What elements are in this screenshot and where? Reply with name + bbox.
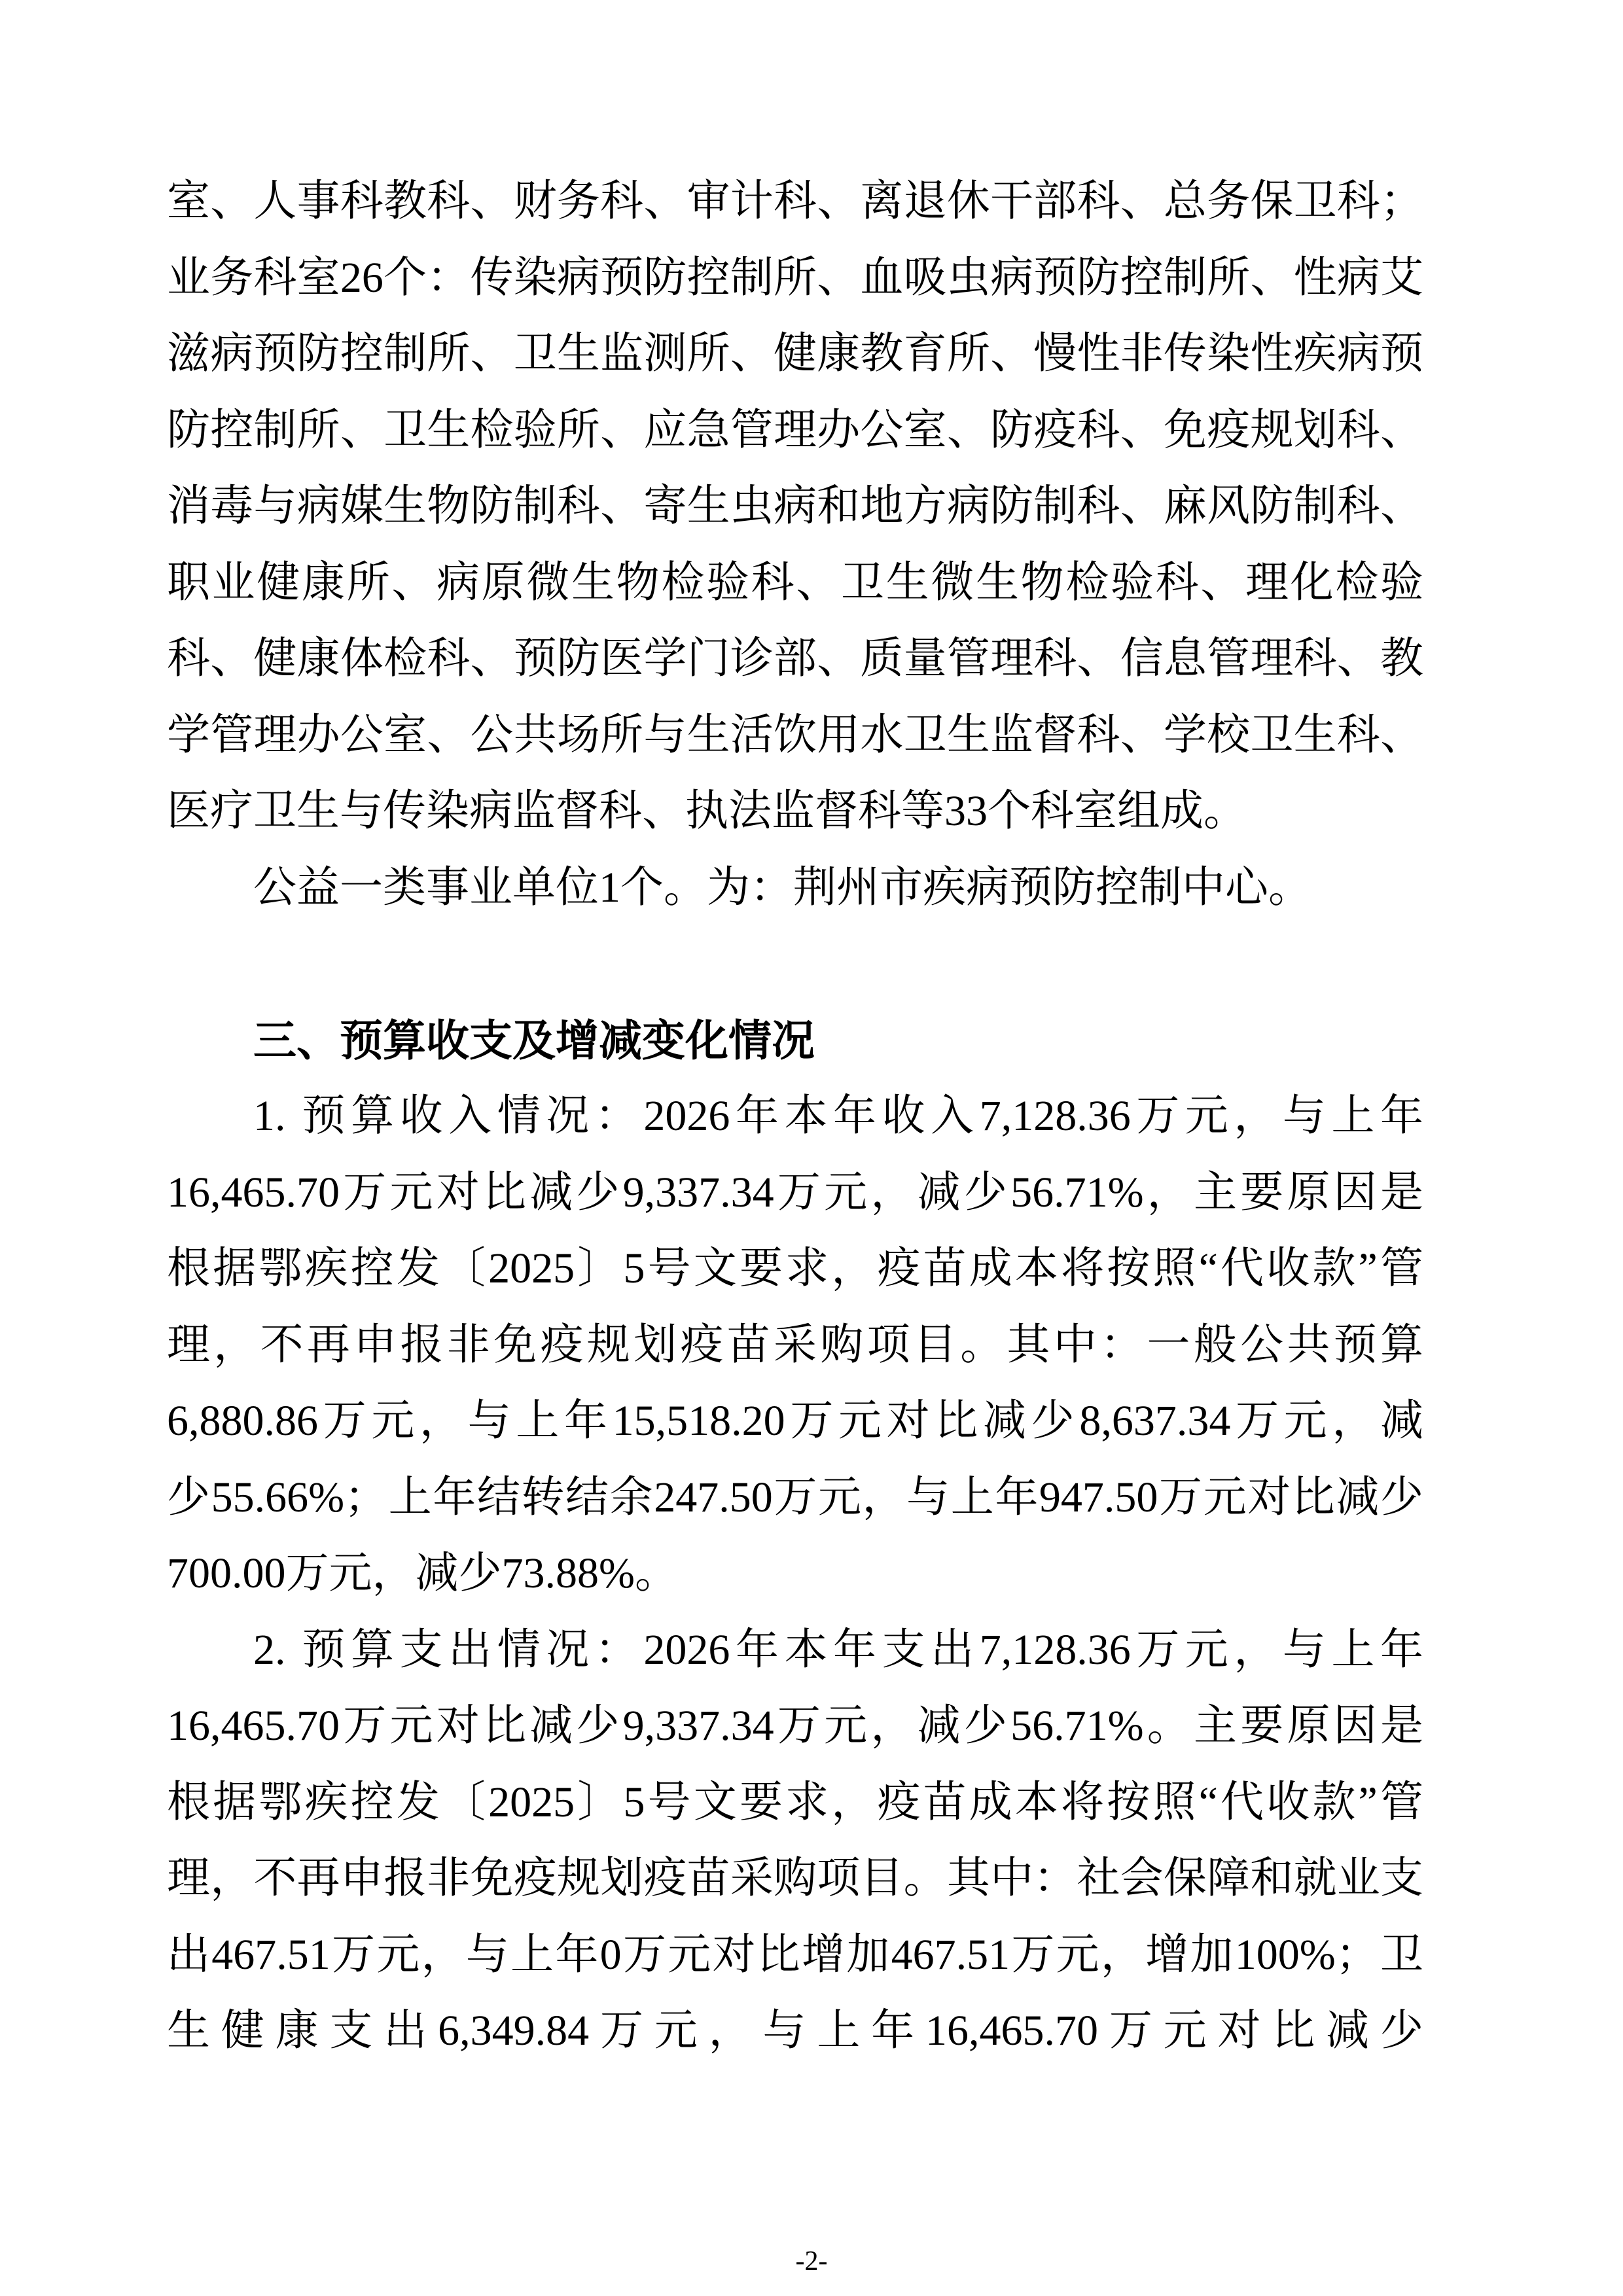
body-text-line: 2. 预算支出情况：2026年本年支出7,128.36万元，与上年 bbox=[253, 1625, 1423, 1674]
body-text-line: 700.00万元，减少73.88%。 bbox=[167, 1549, 678, 1597]
body-text-line: 防控制所、卫生检验所、应急管理办公室、防疫科、免疫规划科、 bbox=[167, 406, 1423, 454]
body-text-line: 学管理办公室、公共场所与生活饮用水卫生监督科、学校卫生科、 bbox=[167, 711, 1423, 759]
body-text-line: 生健康支出6,349.84万元，与上年16,465.70万元对比减少 bbox=[167, 2007, 1423, 2055]
document-content bbox=[167, 164, 1423, 2070]
body-text-line: 医疗卫生与传染病监督科、执法监督科等33个科室组成。 bbox=[167, 787, 1247, 835]
body-text-line: 室、人事科教科、财务科、审计科、离退休干部科、总务保卫科； bbox=[167, 177, 1423, 225]
body-text-line: 1. 预算收入情况：2026年本年收入7,128.36万元，与上年 bbox=[253, 1092, 1423, 1140]
body-text-line: 6,880.86万元，与上年15,518.20万元对比减少8,637.34万元，减 bbox=[167, 1397, 1423, 1445]
body-text-line: 理，不再申报非免疫规划疫苗采购项目。其中：社会保障和就业支 bbox=[167, 1854, 1423, 1902]
body-text-line: 科、健康体检科、预防医学门诊部、质量管理科、信息管理科、教 bbox=[167, 635, 1423, 682]
section-heading: 三、预算收支及增减变化情况 bbox=[253, 1016, 815, 1065]
body-text-line: 消毒与病媒生物防制科、寄生虫病和地方病防制科、麻风防制科、 bbox=[167, 482, 1423, 530]
body-text-line: 出467.51万元，与上年0万元对比增加467.51万元，增加100%；卫 bbox=[167, 1930, 1423, 1979]
body-text-line: 少55.66%；上年结转结余247.50万元，与上年947.50万元对比减少 bbox=[167, 1473, 1423, 1521]
body-text-line: 职业健康所、病原微生物检验科、卫生微生物检验科、理化检验 bbox=[167, 558, 1423, 607]
body-text-line: 公益一类事业单位1个。为：荆州市疾病预防控制中心。 bbox=[253, 863, 1311, 911]
body-text-line: 根据鄂疾控发〔2025〕5号文要求，疫苗成本将按照“代收款”管 bbox=[167, 1778, 1423, 1826]
page-number: -2- bbox=[795, 2246, 828, 2276]
body-text-line: 16,465.70万元对比减少9,337.34万元，减少56.71%。主要原因是 bbox=[167, 1702, 1423, 1750]
body-text-line: 理，不再申报非免疫规划疫苗采购项目。其中：一般公共预算 bbox=[167, 1320, 1423, 1369]
page-footer bbox=[0, 2244, 1623, 2278]
body-text-line: 根据鄂疾控发〔2025〕5号文要求，疫苗成本将按照“代收款”管 bbox=[167, 1245, 1423, 1292]
body-text-line: 16,465.70万元对比减少9,337.34万元，减少56.71%，主要原因是 bbox=[167, 1168, 1423, 1216]
body-text-line: 业务科室26个：传染病预防控制所、血吸虫病预防控制所、性病艾 bbox=[167, 253, 1423, 302]
body-text-line: 滋病预防控制所、卫生监测所、健康教育所、慢性非传染性疾病预 bbox=[167, 330, 1423, 378]
